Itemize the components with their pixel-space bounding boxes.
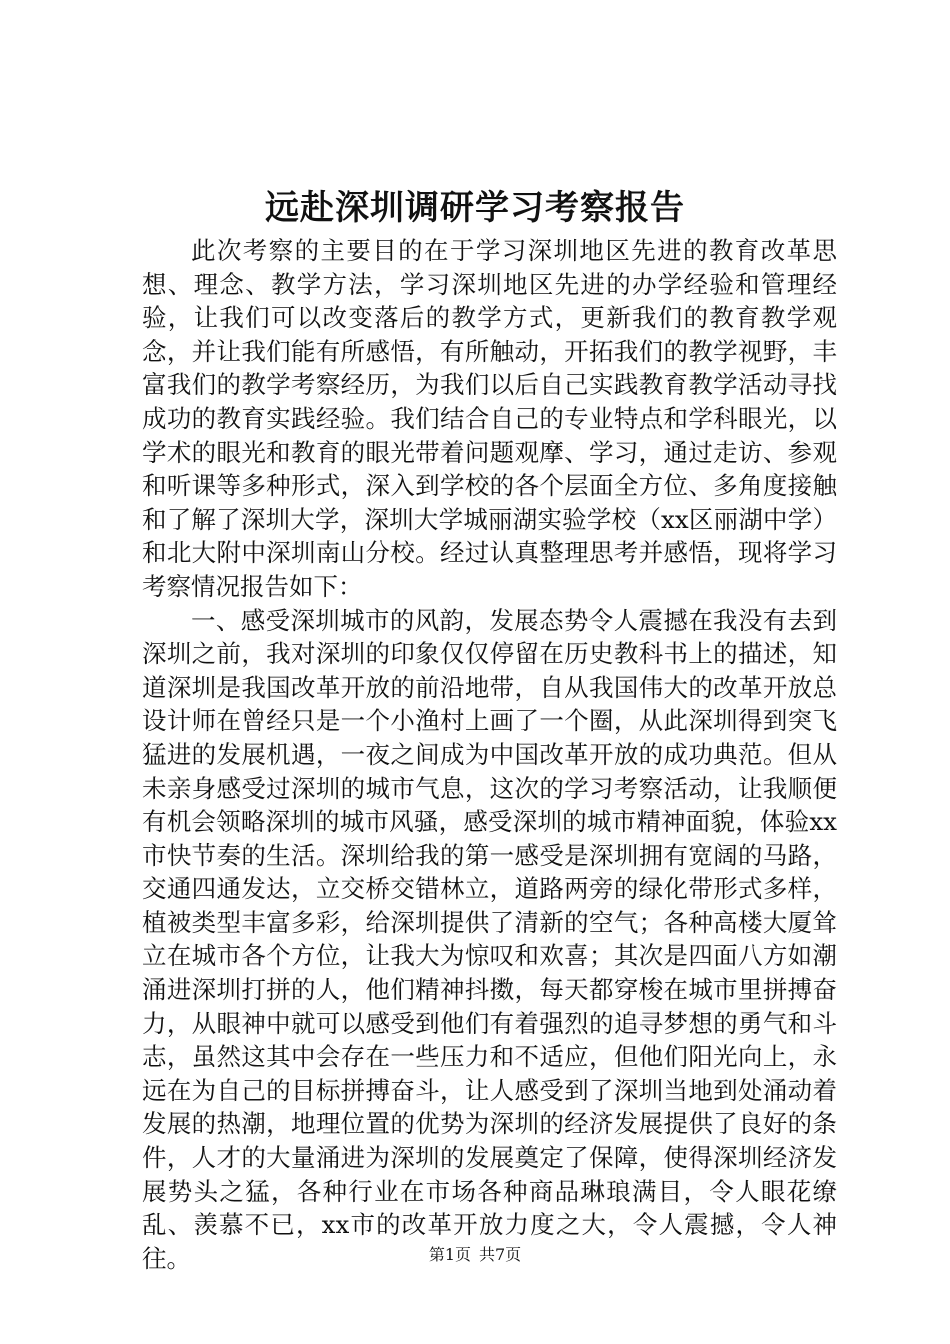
page-number: 第1页 [428,1245,471,1264]
document-title: 远赴深圳调研学习考察报告 [265,188,685,228]
page-footer [0,1244,950,1266]
page-total: 共7页 [479,1245,522,1264]
document-body [142,234,837,1275]
paragraph-intro: 此次考察的主要目的在于学习深圳地区先进的教育改革思想、理念、教学方法，学习深圳地区先进的办学经验和管理经验，让我们可以改变落后的教学方式，更新我们的教育教学观念，并让我们能有所感悟，有所触动，开拓我们的教学视野，丰富我们的教学考察经历，为我们以后自己实践教育教学活动寻找成功的教育实践经验。我们结合自己的专业特点和学科眼光，以学术的眼光和教育的眼光带着问题观摩、学习，通过走访、参观和听课等多种形式，深入到学校的各个层面全方位、多角度接触和了解了深圳大学，深圳大学城丽湖实验学校（xx区丽湖中学）和北大附中深圳南山分校。经过认真整理思考并感悟，现将学习考察情况报告如下： [142,236,837,601]
paragraph-section-one: 一、感受深圳城市的风韵，发展态势令人震撼在我没有去到深圳之前，我对深圳的印象仅仅停留在历史教科书上的描述，知道深圳是我国改革开放的前沿地带，自从我国伟大的改革开放总设计师在曾经只是一个小渔村上画了一个圈，从此深圳得到突飞猛进的发展机遇，一夜之间成为中国改革开放的成功典范。但从未亲身感受过深圳的城市气息，这次的学习考察活动，让我顺便有机会领略深圳的城市风骚，感受深圳的城市精神面貌，体验xx市快节奏的生活。深圳给我的第一感受是深圳拥有宽阔的马路，交通四通发达，立交桥交错林立，道路两旁的绿化带形式多样，植被类型丰富多彩，给深圳提供了清新的空气；各种高楼大厦耸立在城市各个方位，让我大为惊叹和欢喜；其次是四面八方如潮涌进深圳打拼的人，他们精神抖擞，每天都穿梭在城市里拼搏奋力，从眼神中就可以感受到他们有着强烈的追寻梦想的勇气和斗志，虽然这其中会存在一些压力和不适应，但他们阳光向上，永远在为自己的目标拼搏奋斗，让人感受到了深圳当地到处涌动着发展的热潮，地理位置的优势为深圳的经济发展提供了良好的条件，人才的大量涌进为深圳的发展奠定了保障，使得深圳经济发展势头之猛，各种行业在市场各种商品琳琅满目，令人眼花缭乱、羡慕不已，xx市的改革开放力度之大，令人震撼，令人神往。 [142,605,837,1273]
